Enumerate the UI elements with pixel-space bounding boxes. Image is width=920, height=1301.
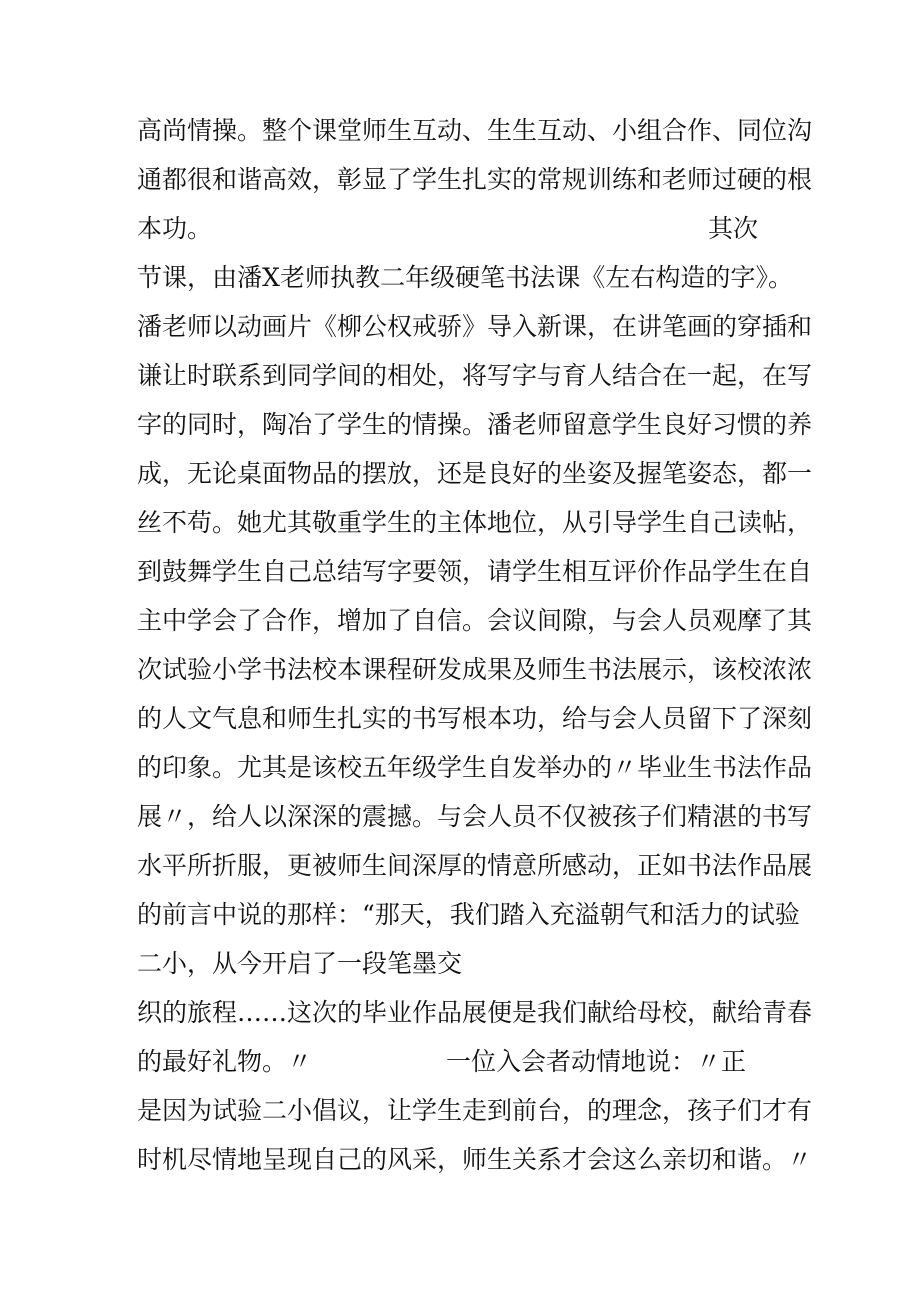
text-line: 展〃，给人以深深的震撼。与会人员不仅被孩子们精湛的书写: [137, 802, 813, 831]
text-line: 谦让时联系到同学间的相处，将写字与育人结合在一起，在写: [137, 361, 813, 390]
text-line: 丝不苟。她尤其敬重学生的主体地位，从引导学生自己读帖，: [137, 508, 813, 537]
text-line: 成，无论桌面物品的摆放，还是良好的坐姿及握笔姿态，都一: [137, 459, 813, 488]
text-line: 节课，由潘X老师执教二年级硬笔书法课《左右构造的字》。: [137, 263, 793, 292]
text-line: 二小，从今开启了一段笔墨交: [137, 949, 463, 978]
text-line: 到鼓舞学生自己总结写字要领，请学生相互评价作品学生在自: [137, 557, 813, 586]
text-line: 的印象。尤其是该校五年级学生自发举办的〃毕业生书法作品: [137, 753, 813, 782]
text-line: 水平所折服，更被师生间深厚的情意所感动，正如书法作品展: [137, 851, 813, 880]
text-line: 的前言中说的那样：“那天，我们踏入充溢朝气和活力的试验: [137, 900, 800, 929]
text-line: 一位入会者动情地说：〃正: [446, 1047, 747, 1076]
text-line: 潘老师以动画片《柳公权戒骄》导入新课，在讲笔画的穿插和: [137, 312, 813, 341]
text-line: 的人文气息和师生扎实的书写根本功，给与会人员留下了深刻: [137, 704, 813, 733]
text-line: 的最好礼物。〃: [137, 1047, 313, 1076]
text-line: 字的同时，陶冶了学生的情操。潘老师留意学生良好习惯的养: [137, 410, 813, 439]
text-line: 主中学会了合作，增加了自信。会议间隙，与会人员观摩了其: [137, 606, 813, 635]
text-line: 次试验小学书法校本课程研发成果及师生书法展示，该校浓浓: [137, 655, 813, 684]
text-line: 其次: [708, 214, 759, 243]
text-line: 高尚情操。整个课堂师生互动、生生互动、小组合作、同位沟: [137, 116, 813, 145]
text-line: 通都很和谐高效，彰显了学生扎实的常规训练和老师过硬的根: [137, 165, 813, 194]
text-line: 时机尽情地呈现自己的风采，师生关系才会这么亲切和谐。〃: [137, 1145, 813, 1174]
text-line: 织的旅程……这次的毕业作品展便是我们献给母校，献给青春: [137, 998, 813, 1027]
text-line: 本功。: [137, 214, 213, 243]
text-line: 是因为试验二小倡议，让学生走到前台，的理念，孩子们才有: [137, 1096, 813, 1125]
